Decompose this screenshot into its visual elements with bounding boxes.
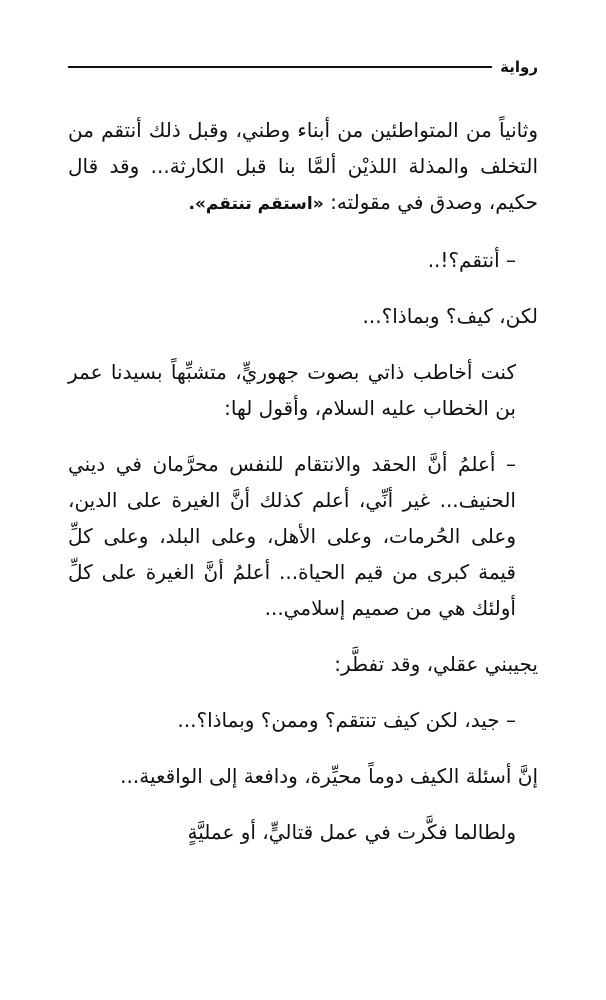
paragraph-1-quote: «استقم تنتقم».: [188, 194, 324, 214]
page-body: [68, 112, 538, 850]
paragraph-1: [68, 112, 538, 222]
paragraph-8: إنَّ أسئلة الكيف دوماً محيِّرة، ودافعة إلى الواقعية...: [120, 764, 538, 788]
paragraph-6: يجيبني عقلي، وقد تفطَّر:: [334, 652, 538, 676]
paragraph-1-text: وثانياً من المتواطئين من أبناء وطني، وقبل ذلك أنتقم من التخلف والمذلة اللذيْن ألمَّا بنا قبل الكارثة... وقد قال حكيم، وصدق في مقولته:: [68, 118, 538, 214]
paragraph-5: – أعلمُ أنَّ الحقد والانتقام للنفس محرَّمان في ديني الحنيف... غير أنِّي، أعلم كذلك أنَّ الغيرة على الدين، وعلى الحُرمات، وعلى الأهل، وعلى البلد، وعلى كلِّ قيمة كبرى من قيم الحياة... أعلمُ أنَّ الغيرة على كلِّ أولئك هي من صميم إسلامي...: [68, 452, 516, 620]
header-rule: [68, 66, 492, 68]
paragraph-7: – جيد، لكن كيف تنتقم؟ وممن؟ وبماذا؟...: [177, 708, 516, 732]
paragraph-3: لكن، كيف؟ وبماذا؟...: [362, 304, 538, 328]
running-header: [68, 52, 538, 82]
paragraph-4: كنت أخاطب ذاتي بصوت جهوريٍّ، متشبِّهاً بسيدنا عمر بن الخطاب عليه السلام، وأقول لها:: [68, 360, 516, 420]
header-title: رواية: [500, 58, 538, 76]
paragraph-9: ولطالما فكَّرت في عمل قتاليٍّ، أو عمليَّةٍ: [187, 820, 516, 844]
paragraph-2: – أنتقم؟!..: [427, 248, 516, 272]
